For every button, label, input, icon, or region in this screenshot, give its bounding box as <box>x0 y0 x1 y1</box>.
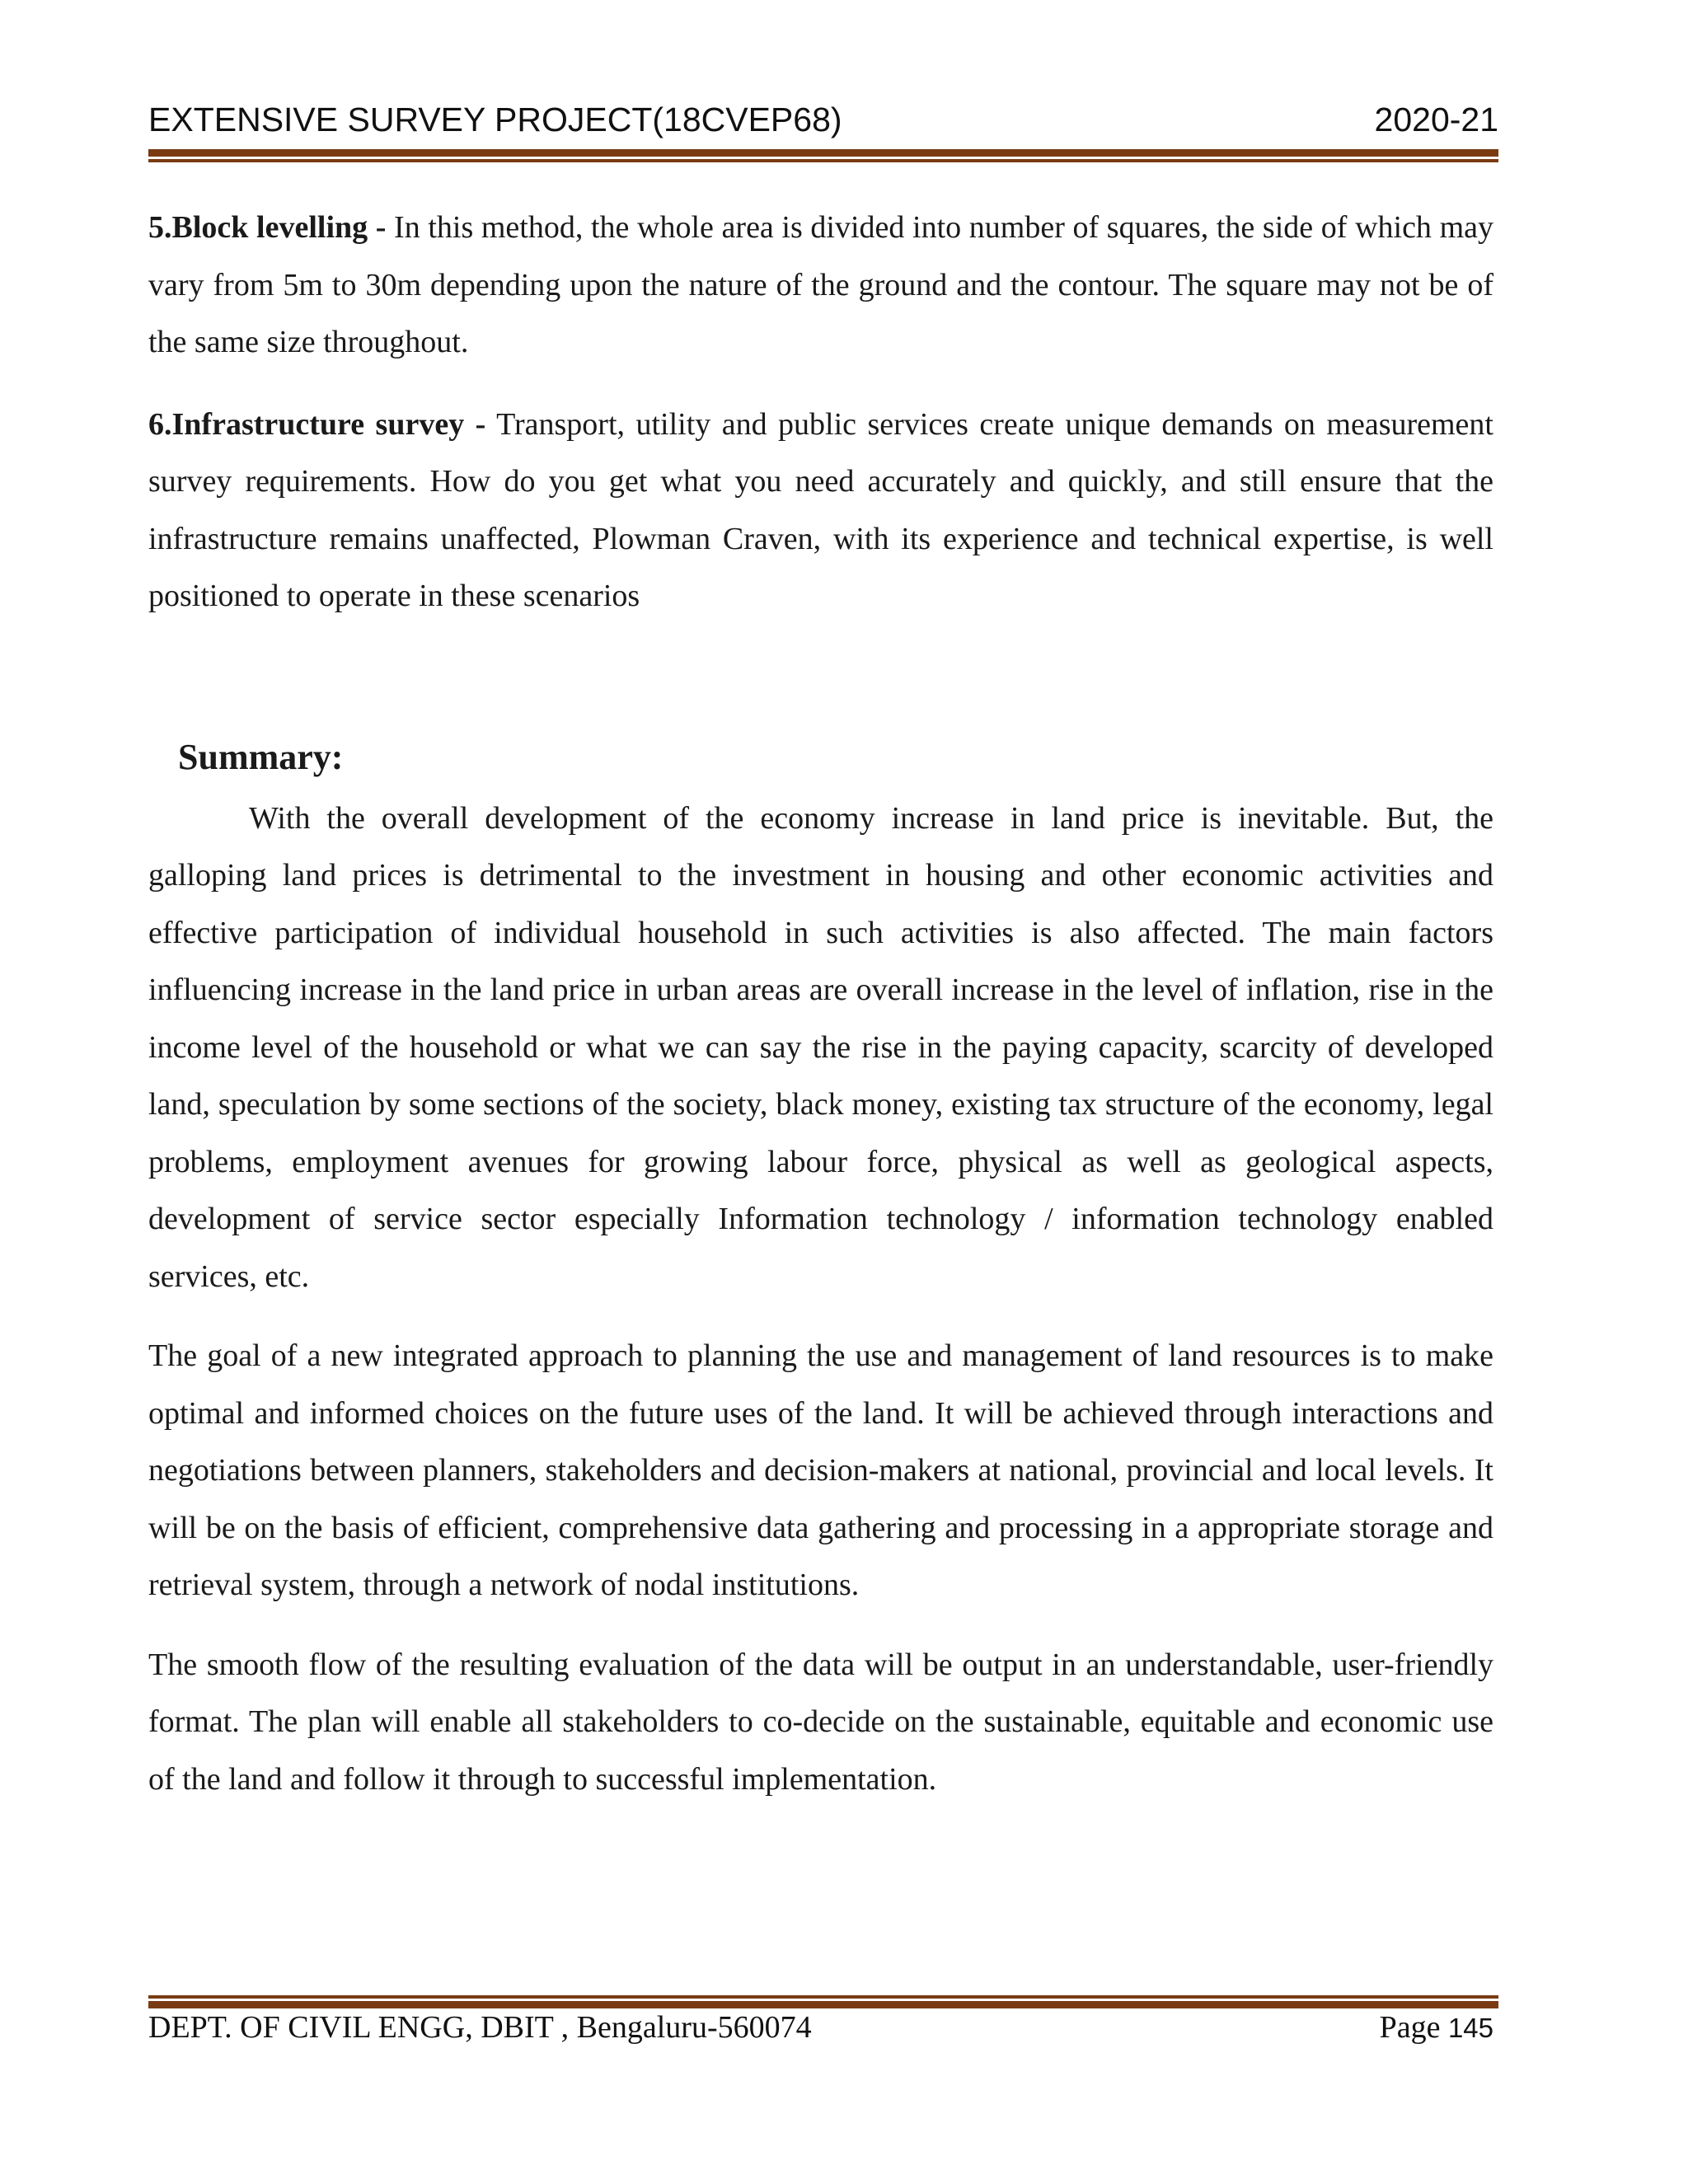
block-levelling-paragraph <box>148 199 1493 372</box>
block-levelling-text: In this method, the whole area is divided into number of squares, the side of which may vary from 5m to 30m depending upon the nature of the ground and the contour. The square may not be of the same size throughout. <box>148 210 1493 359</box>
page-footer <box>148 2009 1498 2059</box>
page-number-group <box>1380 2009 1493 2046</box>
summary-heading: Summary: <box>178 736 344 777</box>
header-rule-thin <box>148 159 1498 162</box>
page-number: 145 <box>1447 2013 1493 2043</box>
footer-department: DEPT. OF CIVIL ENGG, DBIT , Bengaluru-560074 <box>148 2010 812 2045</box>
summary-paragraph: The smooth flow of the resulting evaluation of the data will be output in an understandable, user-friendly format. The plan will enable all stakeholders to co-decide on the sustainable, equitable and economic use of the land and follow it through to successful implementation. <box>148 1647 1493 1797</box>
page-content <box>148 199 1493 1808</box>
infrastructure-survey-label: 6.Infrastructure survey - <box>148 406 486 442</box>
page-label: Page <box>1379 2010 1441 2045</box>
footer-rule-thick <box>148 2001 1498 2008</box>
block-levelling-label: 5.Block levelling - <box>148 210 387 245</box>
header-year: 2020-21 <box>1374 101 1498 138</box>
header-title: EXTENSIVE SURVEY PROJECT(18CVEP68) <box>148 101 842 138</box>
footer-rule-thin <box>148 1995 1498 1999</box>
page-header <box>148 101 1498 150</box>
summary-paragraph: With the overall development of the economy increase in land price is inevitable. But, the galloping land prices is detrimental to the investment in housing and other economic activities and effective participation of individual household in such activities is also affected. The main factors influencing increase in the land price in urban areas are overall increase in the level of inflation, rise in the income level of the household or what we can say the rise in the paying capacity, scarcity of developed land, speculation by some sections of the society, black money, existing tax structure of the economy, legal problems, employment avenues for growing labour force, physical as well as geological aspects, development of service sector especially Information technology / information technology enabled services, etc. <box>148 800 1493 1294</box>
header-rule-thick <box>148 149 1498 157</box>
infrastructure-survey-text: Transport, utility and public services create unique demands on measurement survey requirements. How do you get what you need accurately and quickly, and still ensure that the infrastructure remains unaffected, Plowman Craven, with its experience and technical expertise, is well positioned to operate in these scenarios <box>148 406 1493 613</box>
infrastructure-survey-paragraph <box>148 396 1493 626</box>
summary-paragraph: The goal of a new integrated approach to planning the use and management of land resources is to make optimal and informed choices on the future uses of the land. It will be achieved through interactions and negotiations between planners, stakeholders and decision-makers at national, provincial and local levels. It will be on the basis of efficient, comprehensive data gathering and processing in a appropriate storage and retrieval system, through a network of nodal institutions. <box>148 1338 1493 1602</box>
